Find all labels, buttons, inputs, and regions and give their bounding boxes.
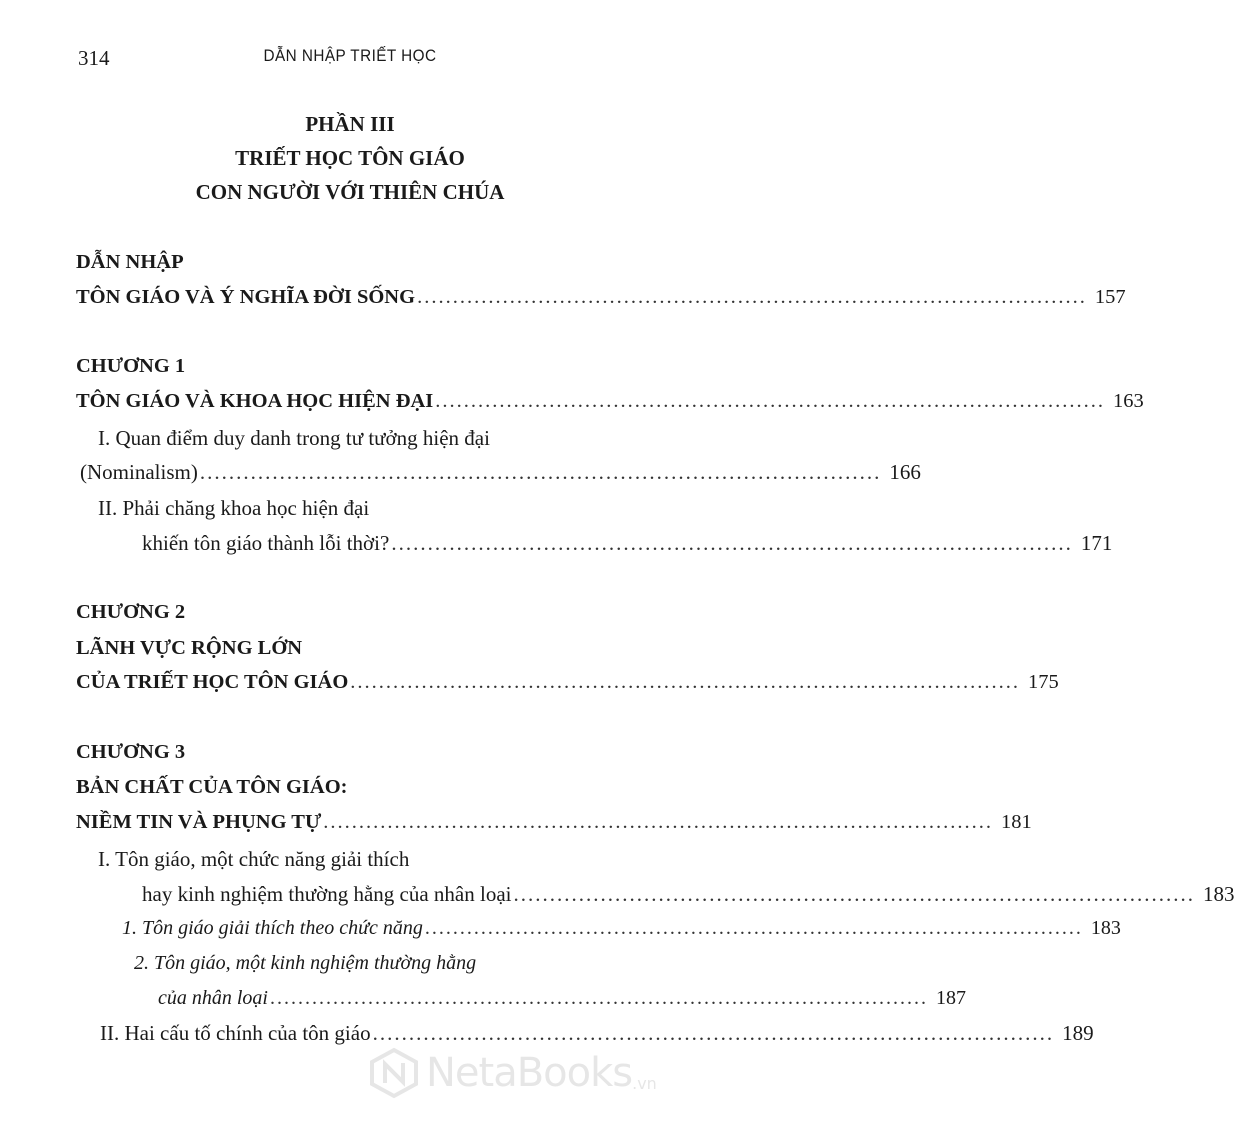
toc-entry-ch3-subsection-2[interactable]: của nhân loại .............................................................................................. 187 [158,987,966,1009]
chapter-1-heading: CHƯƠNG 1 [76,355,186,377]
toc-entry-ch3-section-2[interactable]: II. Hai cấu tố chính của tôn giáo .............................................................................................. 189 [100,1021,1094,1045]
watermark-suffix: .vn [632,1074,657,1093]
part-number: PHẦN III [305,112,395,136]
intro-heading: DẪN NHẬP [76,251,184,273]
toc-entry-chapter-3[interactable]: NIỀM TIN VÀ PHỤNG TỰ .............................................................................................. 181 [76,811,1032,833]
page-number: 314 [78,46,110,70]
part-subtitle: CON NGƯỜI VỚI THIÊN CHÚA [195,180,505,204]
toc-entry-chapter-2[interactable]: CỦA TRIẾT HỌC TÔN GIÁO .............................................................................................. 175 [76,671,1059,693]
chapter-2-heading: CHƯƠNG 2 [76,601,186,623]
toc-entry-ch3-subsection-1[interactable]: 1. Tôn giáo giải thích theo chức năng .............................................................................................. 183 [122,917,1121,939]
toc-entry-ch1-section-2-line1: II. Phải chăng khoa học hiện đại [98,496,370,520]
toc-entry-intro[interactable]: TÔN GIÁO VÀ Ý NGHĨA ĐỜI SỐNG .............................................................................................. 157 [76,286,1126,308]
toc-entry-ch1-section-2[interactable]: khiến tôn giáo thành lỗi thời? .............................................................................................. 171 [142,531,1113,555]
netabooks-logo-icon [368,1047,420,1099]
part-title: TRIẾT HỌC TÔN GIÁO [235,146,465,170]
toc-entry-ch1-section-1[interactable]: (Nominalism) .............................................................................................. 166 [80,460,921,484]
watermark-text: NetaBooks [426,1050,633,1096]
toc-entry-ch3-section-1[interactable]: hay kinh nghiệm thường hằng của nhân loại .............................................................................................. 183 [142,882,1235,906]
chapter-3-heading: CHƯƠNG 3 [76,741,186,763]
watermark [368,1043,688,1103]
chapter-2-title-line1: LÃNH VỰC RỘNG LỚN [76,637,303,659]
toc-entry-ch3-section-1-line1: I. Tôn giáo, một chức năng giải thích [98,847,410,871]
chapter-3-title-line1: BẢN CHẤT CỦA TÔN GIÁO: [76,776,348,798]
toc-entry-chapter-1[interactable]: TÔN GIÁO VÀ KHOA HỌC HIỆN ĐẠI .............................................................................................. 163 [76,390,1144,412]
toc-entry-ch3-subsection-2-line1: 2. Tôn giáo, một kinh nghiệm thường hằng [134,952,477,974]
toc-entry-ch1-section-1-line1: I. Quan điểm duy danh trong tư tưởng hiện đại [98,426,490,450]
running-head: DẪN NHẬP TRIẾT HỌC [263,46,437,65]
